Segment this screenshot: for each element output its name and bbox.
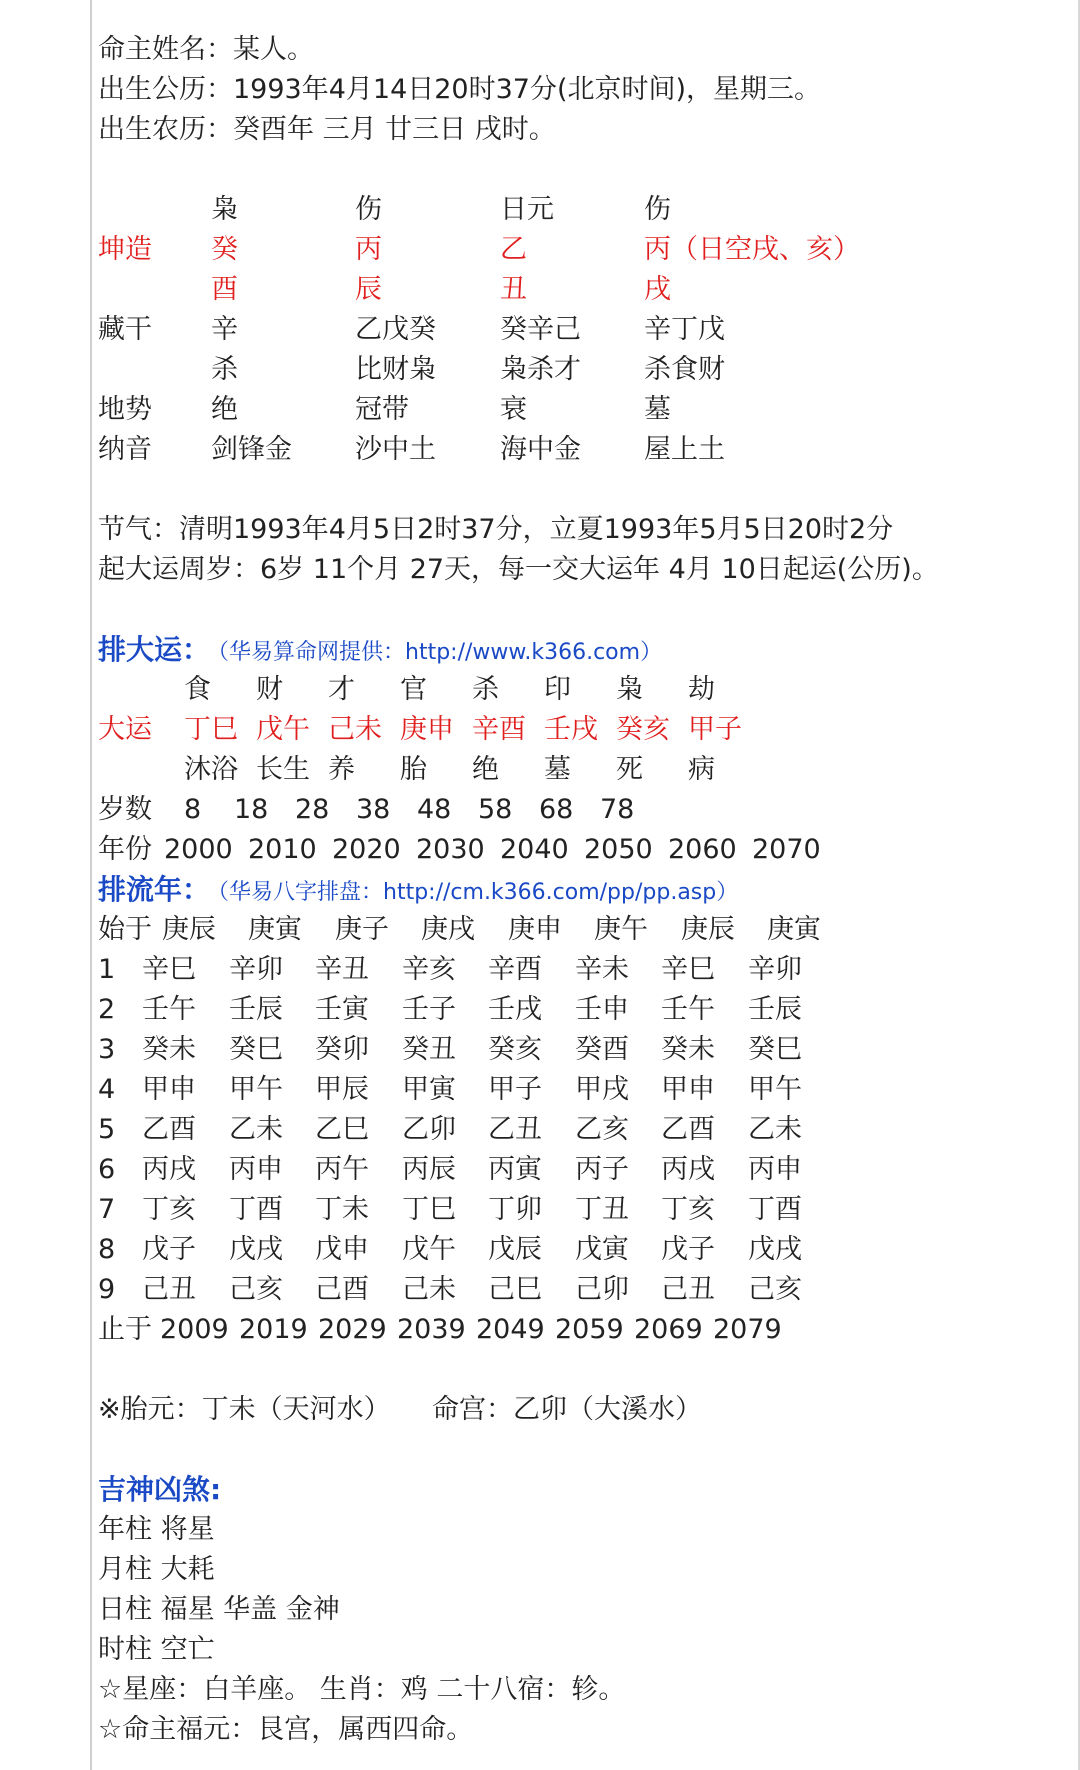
start-label: 始于: [98, 914, 152, 945]
terrain-label: 地势: [98, 394, 152, 425]
terrain-value: 墓: [644, 394, 671, 425]
liunian-cell: 甲辰: [315, 1074, 369, 1105]
liunian-cell: 乙丑: [488, 1114, 542, 1145]
hidden-god: 杀食财: [644, 354, 725, 385]
liunian-cell: 丁卯: [488, 1194, 542, 1225]
liunian-cell: 壬子: [402, 994, 456, 1025]
dayun-age: 18: [234, 794, 269, 825]
dayun-gods-row: [98, 670, 1068, 710]
liunian-cell: 戊子: [661, 1234, 715, 1265]
liunian-cell: 乙酉: [661, 1114, 715, 1145]
liunian-cell: 辛未: [575, 954, 629, 985]
liunian-cell: 戊戌: [748, 1234, 802, 1265]
liunian-cell: 辛卯: [748, 954, 802, 985]
dayun-year: 2040: [500, 834, 569, 865]
liunian-cell: 丁亥: [661, 1194, 715, 1225]
liunian-end: 2009: [160, 1314, 229, 1345]
dayun-age: 28: [295, 794, 330, 825]
liunian-cell: 丙戌: [661, 1154, 715, 1185]
dayun-age: 48: [417, 794, 452, 825]
hidden-gods-row: [98, 350, 1068, 390]
minggong: 命宫：乙卯（大溪水）: [432, 1394, 702, 1425]
dayun-year: 2000: [164, 834, 233, 865]
liunian-heading-line: [98, 870, 1068, 910]
dayun-god: 才: [328, 674, 355, 705]
liunian-end: 2019: [239, 1314, 308, 1345]
liunian-row-number: 1: [98, 954, 116, 985]
dayun-source-link[interactable]: （华易算命网提供：http://www.k366.com）: [218, 640, 663, 665]
owner-name: 命主姓名：某人。: [98, 34, 314, 65]
dayun-age: 68: [539, 794, 574, 825]
liunian-heading: 排流年：: [98, 873, 211, 906]
liunian-cell: 甲子: [488, 1074, 542, 1105]
dayun-stage: 病: [688, 754, 715, 785]
fuyuan-line: ☆命主福元：艮宫，属西四命。: [98, 1714, 474, 1745]
liunian-cell: 甲申: [661, 1074, 715, 1105]
liunian-row: [98, 1070, 1068, 1110]
liunian-cell: 辛巳: [142, 954, 196, 985]
liunian-cell: 乙巳: [315, 1114, 369, 1145]
hidden-stem: 辛丁戊: [644, 314, 725, 345]
hidden-stem: 乙戊癸: [355, 314, 436, 345]
dayun-stage: 沐浴: [184, 754, 238, 785]
liunian-cell: 乙亥: [575, 1114, 629, 1145]
shensha-month: 月柱 大耗: [98, 1554, 215, 1585]
liunian-cell: 丙申: [748, 1154, 802, 1185]
liunian-cell: 丁酉: [748, 1194, 802, 1225]
dayun-stage: 墓: [544, 754, 571, 785]
liunian-end: 2059: [555, 1314, 624, 1345]
liunian-cell: 甲戌: [575, 1074, 629, 1105]
liunian-cell: 己酉: [315, 1274, 369, 1305]
liunian-start: 庚辰: [162, 914, 216, 945]
pillar-branch: 丑: [500, 274, 527, 305]
dayun-year: 2070: [752, 834, 821, 865]
pillar-branches-row: [98, 270, 1068, 310]
liunian-cell: 辛卯: [229, 954, 283, 985]
pillar-stem: 癸: [211, 234, 238, 265]
dayun-pillars-row: [98, 710, 1068, 750]
liunian-row: [98, 1190, 1068, 1230]
liunian-end: 2079: [713, 1314, 782, 1345]
liunian-row: [98, 1150, 1068, 1190]
terrain-row: [98, 390, 1068, 430]
dayun-stage: 胎: [400, 754, 427, 785]
shensha-hour: 时柱 空亡: [98, 1634, 215, 1665]
shensha-day: 日柱 福星 华盖 金神: [98, 1594, 340, 1625]
dayun-god: 财: [256, 674, 283, 705]
liunian-cell: 辛亥: [402, 954, 456, 985]
zodiac-line: ☆星座：白羊座。 生肖：鸡 二十八宿：轸。: [98, 1674, 626, 1705]
nayin-value: 屋上土: [644, 434, 725, 465]
liunian-cell: 戊午: [402, 1234, 456, 1265]
liunian-row-number: 5: [98, 1114, 116, 1145]
liunian-start: 庚戌: [421, 914, 475, 945]
liunian-row-number: 3: [98, 1034, 116, 1065]
liunian-cell: 壬午: [661, 994, 715, 1025]
pillar-god: 枭: [211, 194, 238, 225]
shensha-heading: 吉神凶煞:: [98, 1473, 222, 1506]
dayun-year: 2060: [668, 834, 737, 865]
dayun-age: 38: [356, 794, 391, 825]
liunian-row-number: 9: [98, 1274, 116, 1305]
liunian-cell: 丙辰: [402, 1154, 456, 1185]
dayun-god: 印: [544, 674, 571, 705]
taiyuan-minggong: [98, 1390, 1068, 1430]
nayin-value: 海中金: [500, 434, 581, 465]
dayun-pillar: 癸亥: [616, 714, 670, 745]
liunian-cell: 乙卯: [402, 1114, 456, 1145]
dayun-age: 58: [478, 794, 513, 825]
liunian-cell: 戊辰: [488, 1234, 542, 1265]
liunian-row-number: 6: [98, 1154, 116, 1185]
liunian-cell: 癸未: [142, 1034, 196, 1065]
dayun-start: 起大运周岁：6岁 11个月 27天，每一交大运年 4月 10日起运(公历)。: [98, 554, 939, 585]
liunian-cell: 甲午: [229, 1074, 283, 1105]
liunian-cell: 甲午: [748, 1074, 802, 1105]
dayun-stages-row: [98, 750, 1068, 790]
dayun-pillar: 丁巳: [184, 714, 238, 745]
liunian-row: [98, 950, 1068, 990]
liunian-cell: 癸丑: [402, 1034, 456, 1065]
liunian-cell: 丁亥: [142, 1194, 196, 1225]
dayun-year: 2020: [332, 834, 401, 865]
hidden-god: 比财枭: [355, 354, 436, 385]
liunian-cell: 戊申: [315, 1234, 369, 1265]
dayun-stage: 绝: [472, 754, 499, 785]
liunian-end: 2039: [397, 1314, 466, 1345]
solar-terms: 节气：清明1993年4月5日2时37分，立夏1993年5月5日20时2分: [98, 514, 894, 545]
dayun-heading-line: [98, 630, 1068, 670]
nayin-row: [98, 430, 1068, 470]
dayun-pillar: 壬戌: [544, 714, 598, 745]
liunian-cell: 癸未: [661, 1034, 715, 1065]
pillar-stems-row: [98, 230, 1068, 270]
dayun-pillar: 辛酉: [472, 714, 526, 745]
liunian-start: 庚申: [508, 914, 562, 945]
terrain-value: 冠带: [355, 394, 409, 425]
liunian-start: 庚辰: [681, 914, 735, 945]
liunian-source-link[interactable]: （华易八字排盘：http://cm.k366.com/pp/pp.asp）: [218, 880, 739, 905]
terrain-value: 衰: [500, 394, 527, 425]
liunian-cell: 辛酉: [488, 954, 542, 985]
bazi-document: [98, 30, 1068, 1750]
dayun-god: 劫: [688, 674, 715, 705]
liunian-cell: 壬寅: [315, 994, 369, 1025]
dayun-year: 2010: [248, 834, 317, 865]
liunian-cell: 己丑: [661, 1274, 715, 1305]
liunian-cell: 甲寅: [402, 1074, 456, 1105]
hidden-god: 杀: [211, 354, 238, 385]
pillar-branch: 酉: [211, 274, 238, 305]
end-label: 止于: [98, 1314, 152, 1345]
liunian-cell: 壬辰: [229, 994, 283, 1025]
liunian-start: 庚寅: [248, 914, 302, 945]
liunian-start: 庚寅: [767, 914, 821, 945]
dayun-label: 大运: [98, 714, 152, 745]
lunar-birth: 出生农历：癸酉年 三月 廿三日 戌时。: [98, 114, 556, 145]
liunian-row-number: 2: [98, 994, 116, 1025]
hidden-stem: 癸辛己: [500, 314, 581, 345]
pillar-god: 伤: [355, 194, 382, 225]
dayun-stage: 养: [328, 754, 355, 785]
liunian-row: [98, 1270, 1068, 1310]
liunian-cell: 丁丑: [575, 1194, 629, 1225]
pillar-stem: 丙: [355, 234, 382, 265]
liunian-cell: 己亥: [229, 1274, 283, 1305]
dayun-god: 食: [184, 674, 211, 705]
dayun-stage: 长生: [256, 754, 310, 785]
hidden-label: 藏干: [98, 314, 152, 345]
solar-birth: 出生公历：1993年4月14日20时37分(北京时间)，星期三。: [98, 74, 822, 105]
shensha-year: 年柱 将星: [98, 1514, 215, 1545]
dayun-pillar: 庚申: [400, 714, 454, 745]
liunian-cell: 丙子: [575, 1154, 629, 1185]
liunian-row-number: 8: [98, 1234, 116, 1265]
liunian-cell: 丙申: [229, 1154, 283, 1185]
liunian-cell: 丁酉: [229, 1194, 283, 1225]
dayun-pillar: 戊午: [256, 714, 310, 745]
liunian-end: 2069: [634, 1314, 703, 1345]
nayin-value: 沙中土: [355, 434, 436, 465]
nayin-value: 剑锋金: [211, 434, 292, 465]
taiyuan: ※胎元：丁未（天河水）: [98, 1394, 391, 1425]
pillar-god: 日元: [500, 194, 554, 225]
liunian-cell: 丁未: [315, 1194, 369, 1225]
liunian-cell: 癸卯: [315, 1034, 369, 1065]
dayun-year: 2030: [416, 834, 485, 865]
liunian-cell: 丙戌: [142, 1154, 196, 1185]
pillar-branch: 戌: [644, 274, 671, 305]
liunian-start: 庚子: [335, 914, 389, 945]
dayun-pillar: 甲子: [688, 714, 742, 745]
dayun-god: 杀: [472, 674, 499, 705]
liunian-cell: 癸亥: [488, 1034, 542, 1065]
liunian-cell: 壬午: [142, 994, 196, 1025]
dayun-year: 2050: [584, 834, 653, 865]
liunian-cell: 乙未: [229, 1114, 283, 1145]
year-label: 年份: [98, 834, 152, 865]
dayun-age: 8: [184, 794, 202, 825]
liunian-cell: 丁巳: [402, 1194, 456, 1225]
liunian-row-number: 4: [98, 1074, 116, 1105]
pillar-stem: 丙（日空戌、亥）: [644, 234, 860, 265]
liunian-end: 2029: [318, 1314, 387, 1345]
shensha-heading-line: [98, 1470, 1068, 1510]
liunian-cell: 甲申: [142, 1074, 196, 1105]
liunian-cell: 己亥: [748, 1274, 802, 1305]
liunian-cell: 壬申: [575, 994, 629, 1025]
liunian-cell: 乙酉: [142, 1114, 196, 1145]
liunian-cell: 丙午: [315, 1154, 369, 1185]
hidden-god: 枭杀才: [500, 354, 581, 385]
liunian-cell: 壬戌: [488, 994, 542, 1025]
dayun-heading: 排大运：: [98, 633, 211, 666]
liunian-cell: 乙未: [748, 1114, 802, 1145]
liunian-row: [98, 1230, 1068, 1270]
liunian-cell: 癸巳: [229, 1034, 283, 1065]
dayun-pillar: 己未: [328, 714, 382, 745]
age-label: 岁数: [98, 794, 152, 825]
liunian-cell: 戊戌: [229, 1234, 283, 1265]
liunian-cell: 己巳: [488, 1274, 542, 1305]
pillar-gods-row: [98, 190, 1068, 230]
dayun-years-row: [98, 830, 1068, 870]
liunian-rows: [98, 950, 1068, 1310]
liunian-cell: 己未: [402, 1274, 456, 1305]
liunian-row: [98, 1110, 1068, 1150]
liunian-cell: 癸酉: [575, 1034, 629, 1065]
liunian-cell: 癸巳: [748, 1034, 802, 1065]
liunian-cell: 辛巳: [661, 954, 715, 985]
liunian-cell: 戊子: [142, 1234, 196, 1265]
dayun-age: 78: [600, 794, 635, 825]
kunzao-label: 坤造: [98, 234, 152, 265]
liunian-end-row: [98, 1310, 1068, 1350]
liunian-row-number: 7: [98, 1194, 116, 1225]
pillar-branch: 辰: [355, 274, 382, 305]
hidden-stem: 辛: [211, 314, 238, 345]
pillar-stem: 乙: [500, 234, 527, 265]
liunian-cell: 己卯: [575, 1274, 629, 1305]
liunian-cell: 己丑: [142, 1274, 196, 1305]
liunian-end: 2049: [476, 1314, 545, 1345]
dayun-god: 枭: [616, 674, 643, 705]
hidden-stems-row: [98, 310, 1068, 350]
liunian-cell: 辛丑: [315, 954, 369, 985]
dayun-stage: 死: [616, 754, 643, 785]
liunian-cell: 戊寅: [575, 1234, 629, 1265]
terrain-value: 绝: [211, 394, 238, 425]
liunian-cell: 壬辰: [748, 994, 802, 1025]
pillar-god: 伤: [644, 194, 671, 225]
dayun-god: 官: [400, 674, 427, 705]
liunian-start-row: [98, 910, 1068, 950]
dayun-ages-row: [98, 790, 1068, 830]
nayin-label: 纳音: [98, 434, 152, 465]
liunian-row: [98, 990, 1068, 1030]
liunian-cell: 丙寅: [488, 1154, 542, 1185]
liunian-row: [98, 1030, 1068, 1070]
left-margin-rule: [90, 0, 92, 1770]
liunian-start: 庚午: [594, 914, 648, 945]
